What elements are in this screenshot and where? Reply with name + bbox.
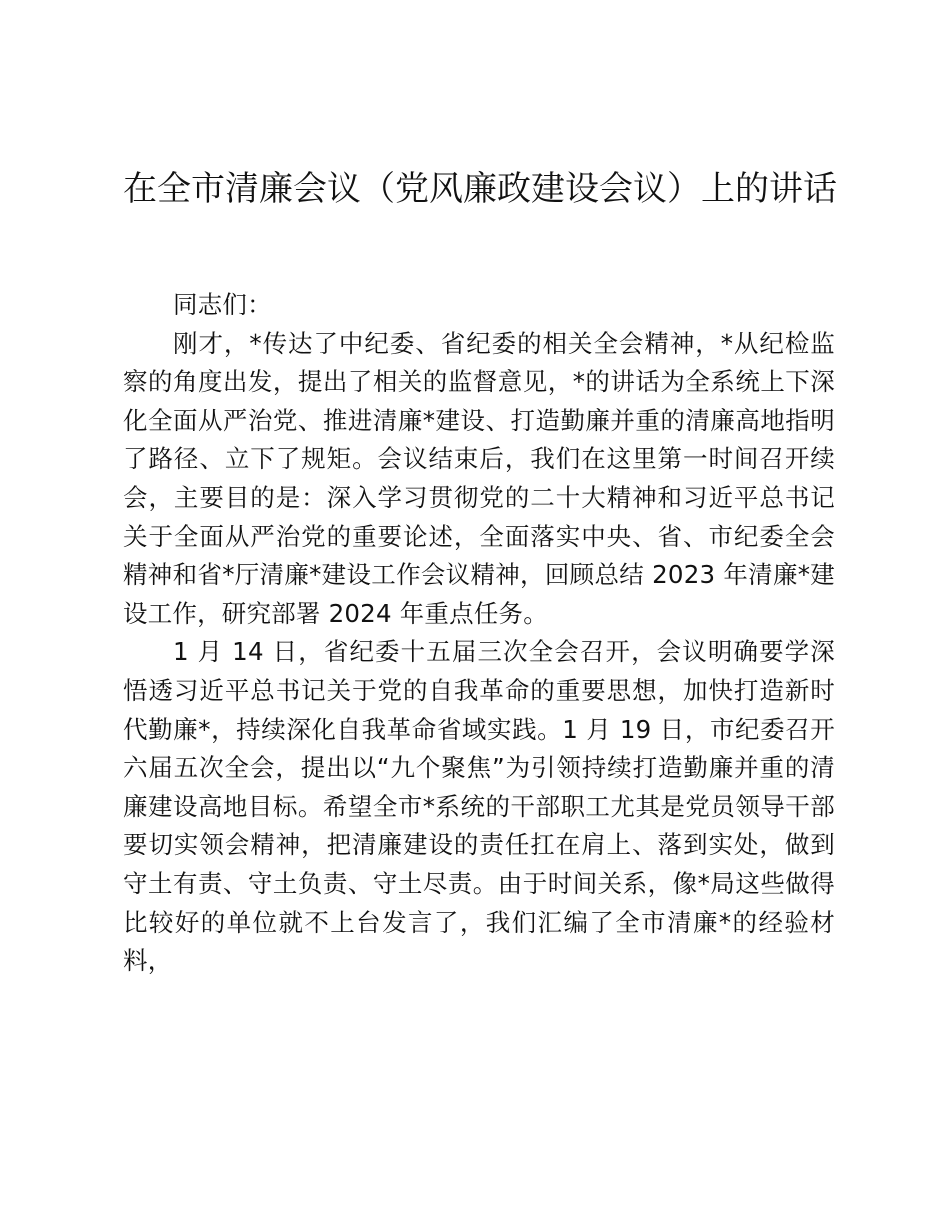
document-title: 在全市清廉会议（党风廉政建设会议）上的讲话 bbox=[123, 169, 837, 209]
document-body bbox=[123, 286, 835, 981]
paragraph-2: 1 月 14 日，省纪委十五届三次全会召开，会议明确要学深悟透习近平总书记关于党的自我革命的重要思想，加快打造新时代勤廉*，持续深化自我革命省域实践。1 月 19 日，市纪委召开六届五次全会，提出以“九个聚焦”为引领持续打造勤廉并重的清廉建设高地目标。希望全市*系统的干部职工尤其是党员领导干部要切实领会精神，把清廉建设的责任扛在肩上、落到实处，做到守土有责、守土负责、守土尽责。由于时间关系，像*局这些做得比较好的单位就不上台发言了，我们汇编了全市清廉*的经验材料， bbox=[123, 637, 835, 976]
paragraph-1: 刚才，*传达了中纪委、省纪委的相关全会精神，*从纪检监察的角度出发，提出了相关的监督意见，*的讲话为全系统上下深化全面从严治党、推进清廉*建设、打造勤廉并重的清廉高地指明了路径、立下了规矩。会议结束后，我们在这里第一时间召开续会，主要目的是：深入学习贯彻党的二十大精神和习近平总书记关于全面从严治党的重要论述，全面落实中央、省、市纪委全会精神和省*厅清廉*建设工作会议精神，回顾总结 2023 年清廉*建设工作，研究部署 2024 年重点任务。 bbox=[123, 328, 835, 628]
salutation: 同志们： bbox=[173, 290, 272, 319]
